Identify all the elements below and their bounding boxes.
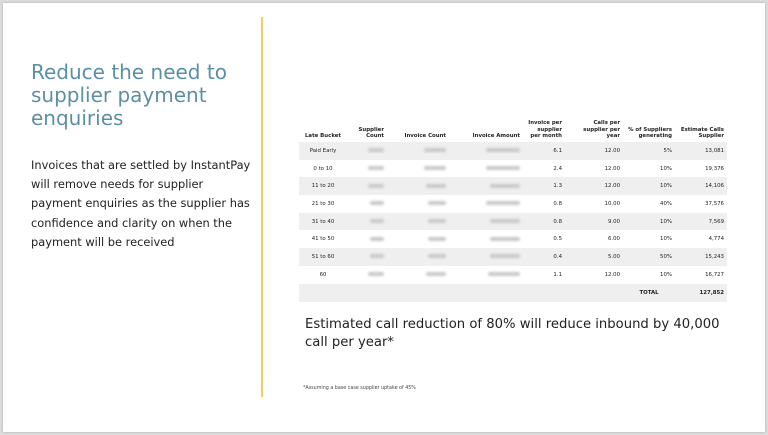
column-header: Late Bucket [305,133,341,140]
estimate-cell: 37,576 [705,200,724,207]
call-reduction-callout: Estimated call reduction of 80% will reduce inbound by 40,000 call per year* [305,317,720,350]
redacted-cell [387,142,449,160]
cpy-cell: 12.00 [604,271,620,278]
table-row [299,195,727,213]
redacted-cell [347,177,387,195]
redacted-cell [387,160,449,178]
redacted-cell [449,177,523,195]
slide [3,3,765,432]
column-header: Calls per supplier per year [583,120,620,140]
ipm-cell: 0.4 [523,248,565,266]
cpy-cell: 6.00 [607,236,620,243]
total-label: TOTAL [623,284,675,302]
vertical-divider [261,17,263,397]
column-header: Supplier Count [358,126,384,140]
table-row [299,142,727,160]
cpy-cell: 9.00 [565,213,623,231]
call-estimate-table [299,120,727,302]
column-header: Estimate Calls Supplier [680,126,724,140]
ipm-cell: 1.3 [523,177,565,195]
column-header: Invoice per supplier per month [528,120,562,140]
cpy-cell: 12.00 [604,165,620,172]
column-header: % of Suppliers generating [628,126,672,140]
ipm-cell: 2.4 [553,165,562,172]
cpy-cell: 10.00 [604,200,620,207]
redacted-cell [449,160,523,178]
pct-cell: 10% [623,177,675,195]
pct-cell: 10% [660,165,672,172]
pct-cell: 10% [660,271,672,278]
ipm-cell: 6.1 [523,142,565,160]
redacted-cell [387,230,449,248]
estimate-cell: 7,569 [675,213,727,231]
ipm-cell: 0.8 [553,200,562,207]
estimate-cell: 13,081 [675,142,727,160]
table-row [299,213,727,231]
bucket-cell: Paid Early [299,142,347,160]
redacted-cell [347,195,387,213]
column-header: Invoice Count [404,133,446,140]
pct-cell: 40% [660,200,672,207]
redacted-cell [449,213,523,231]
pct-cell: 10% [623,213,675,231]
total-value: 127,852 [675,284,727,302]
bucket-cell: 11 to 20 [299,177,347,195]
table-header-row [299,120,727,142]
pct-cell: 5% [623,142,675,160]
table-row [299,230,727,248]
redacted-cell [347,248,387,266]
redacted-cell [347,213,387,231]
redacted-cell [449,195,523,213]
slide-body-text: Invoices that are settled by InstantPay will remove needs for supplier payment enquiries as the supplier has confidence and clarity on when the payment will be received [31,158,251,249]
redacted-cell [347,266,387,284]
ipm-cell: 1.1 [553,271,562,278]
redacted-cell [449,230,523,248]
cpy-cell: 12.00 [565,177,623,195]
redacted-cell [449,248,523,266]
bucket-cell: 31 to 40 [299,213,347,231]
bucket-cell: 41 to 50 [311,236,335,243]
pct-cell: 50% [623,248,675,266]
estimate-cell: 16,727 [705,271,724,278]
redacted-cell [387,177,449,195]
redacted-cell [347,142,387,160]
total-row [299,284,727,302]
table-row [299,266,727,284]
estimate-cell: 15,243 [675,248,727,266]
redacted-cell [347,160,387,178]
cpy-cell: 12.00 [565,142,623,160]
pct-cell: 10% [660,236,672,243]
table-row [299,248,727,266]
redacted-cell [387,213,449,231]
bucket-cell: 21 to 30 [311,200,335,207]
estimate-cell: 4,774 [708,236,724,243]
bucket-cell: 60 [319,271,327,278]
table-row [299,177,727,195]
table-row [299,160,727,178]
redacted-cell [387,248,449,266]
footnote: *Assuming a base case supplier uptake of 45% [303,386,416,391]
estimate-cell: 14,106 [675,177,727,195]
bucket-cell: 51 to 60 [299,248,347,266]
column-header: Invoice Amount [472,133,520,140]
ipm-cell: 0.5 [553,236,562,243]
redacted-cell [387,195,449,213]
redacted-cell [347,230,387,248]
cpy-cell: 5.00 [565,248,623,266]
slide-title: Reduce the need to supplier payment enquiries [31,60,227,130]
redacted-cell [387,266,449,284]
bucket-cell: 0 to 10 [313,165,333,172]
estimate-cell: 19,376 [705,165,724,172]
redacted-cell [449,142,523,160]
redacted-cell [449,266,523,284]
ipm-cell: 0.8 [523,213,565,231]
